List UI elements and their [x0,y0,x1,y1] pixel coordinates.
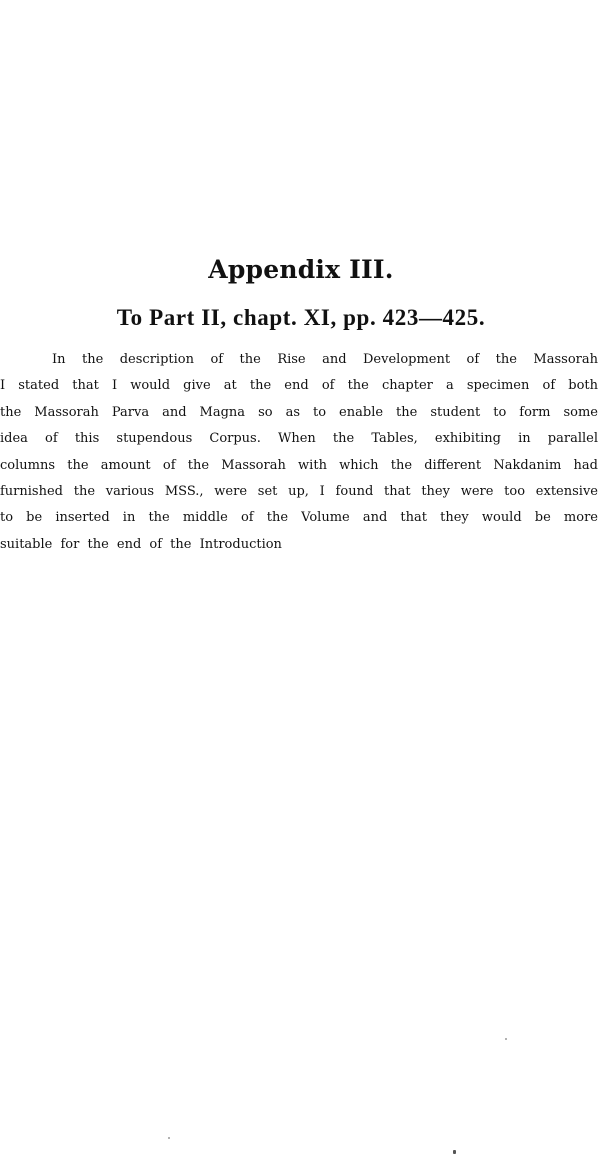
scan-speck [168,1137,170,1139]
scan-speck [505,1038,507,1040]
paragraph-line-3: the Massorah Parva and Magna so as to enable the student to form some [0,404,598,420]
paragraph-line-1: In the description of the Rise and Development of the Massorah [52,352,598,367]
paragraph-line-2: I stated that I would give at the end of the chapter a specimen of both [0,378,598,394]
body-paragraph [0,347,598,558]
paragraph-line-8: suitable for the end of the Introduction [0,536,282,552]
appendix-subtitle: To Part II, chapt. XI, pp. 423—425. [116,305,486,330]
appendix-title: Appendix III. [208,255,394,284]
paragraph-line-5: columns the amount of the Massorah with which the different Nakdanim had [0,457,598,473]
paragraph-line-4: idea of this stupendous Corpus. When the Tables, exhibiting in parallel [0,431,598,447]
paragraph-line-6: furnished the various MSS., were set up, I found that they were too extensive [0,484,598,500]
scan-speck [453,1150,456,1154]
paragraph-line-7: to be inserted in the middle of the Volume and that they would be more [0,510,598,526]
